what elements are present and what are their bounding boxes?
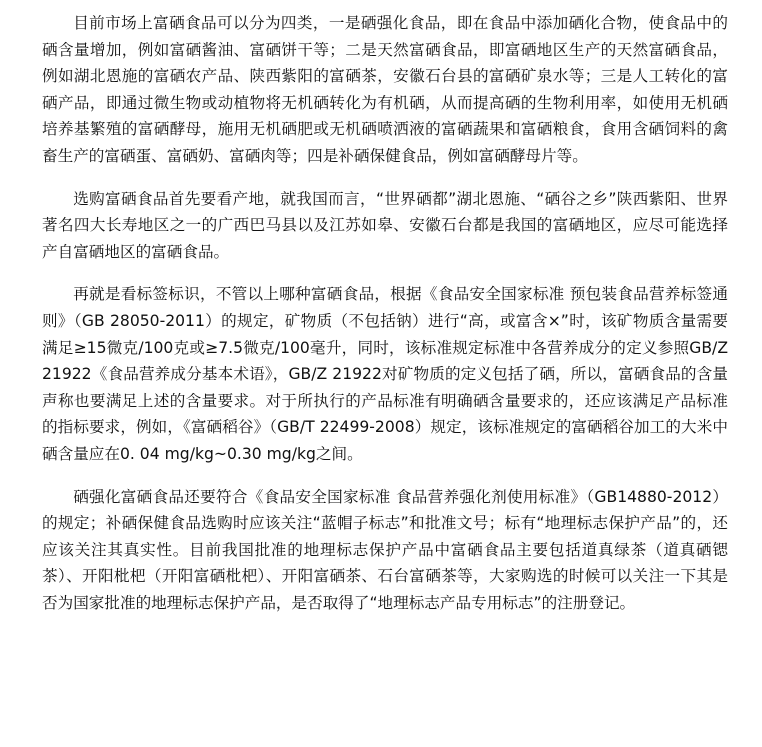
paragraph-standards: 硒强化富硒食品还要符合《食品安全国家标准 食品营养强化剂使用标准》（GB14880-2012）的规定；补硒保健食品选购时应该关注“蓝帽子标志”和批准文号；标有“地理标志保护产品”的，还应该关注其真实性。目前我国批准的地理标志保护产品中富硒食品主要包括道真绿茶（道真硒锶茶）、开阳枇杷（开阳富硒枇杷）、开阳富硒茶、石台富硒茶等，大家购选的时候可以关注一下其是否为国家批准的地理标志保护产品，是否取得了“地理标志产品专用标志”的注册登记。 (42, 487, 728, 612)
paragraph-labeling: 再就是看标签标识，不管以上哪种富硒食品，根据《食品安全国家标准 预包装食品营养标签通则》（GB 28050-2011）的规定，矿物质（不包括钠）进行“高，或富含×”时，该矿物质含量需要满足≥15微克/100克或≥7.5微克/100毫升，同时，该标准规定标准中各营养成分的定义参照GB/Z 21922《食品营养成分基本术语》，GB/Z 21922对矿物质的定义包括了硒，所以，富硒食品的含量声称也要满足上述的含量要求。对于所执行的产品标准有明确硒含量要求的，还应该满足产品标准的指标要求，例如，《富硒稻谷》（GB/T 22499-2008）规定，该标准规定的富硒稻谷加工的大米中硒含量应在0. 04 mg/kg~0.30 mg/kg之间。 (42, 285, 728, 463)
paragraph-origin: 选购富硒食品首先要看产地，就我国而言，“世界硒都”湖北恩施、“硒谷之乡”陕西紫阳、世界著名四大长寿地区之一的广西巴马县以及江苏如皋、安徽石台都是我国的富硒地区，应尽可能选择产自富硒地区的富硒食品。 (42, 189, 728, 261)
paragraph-product-categories: 目前市场上富硒食品可以分为四类，一是硒强化食品，即在食品中添加硒化合物，使食品中的硒含量增加，例如富硒酱油、富硒饼干等；二是天然富硒食品，即富硒地区生产的天然富硒食品，例如湖北恩施的富硒农产品、陕西紫阳的富硒茶，安徽石台县的富硒矿泉水等；三是人工转化的富硒产品，即通过微生物或动植物将无机硒转化为有机硒，从而提高硒的生物利用率，如使用无机硒培养基繁殖的富硒酵母，施用无机硒肥或无机硒喷洒液的富硒蔬果和富硒粮食，食用含硒饲料的禽畜生产的富硒蛋、富硒奶、富硒肉等；四是补硒保健食品，例如富硒酵母片等。 (42, 14, 728, 165)
document-body (42, 10, 728, 632)
